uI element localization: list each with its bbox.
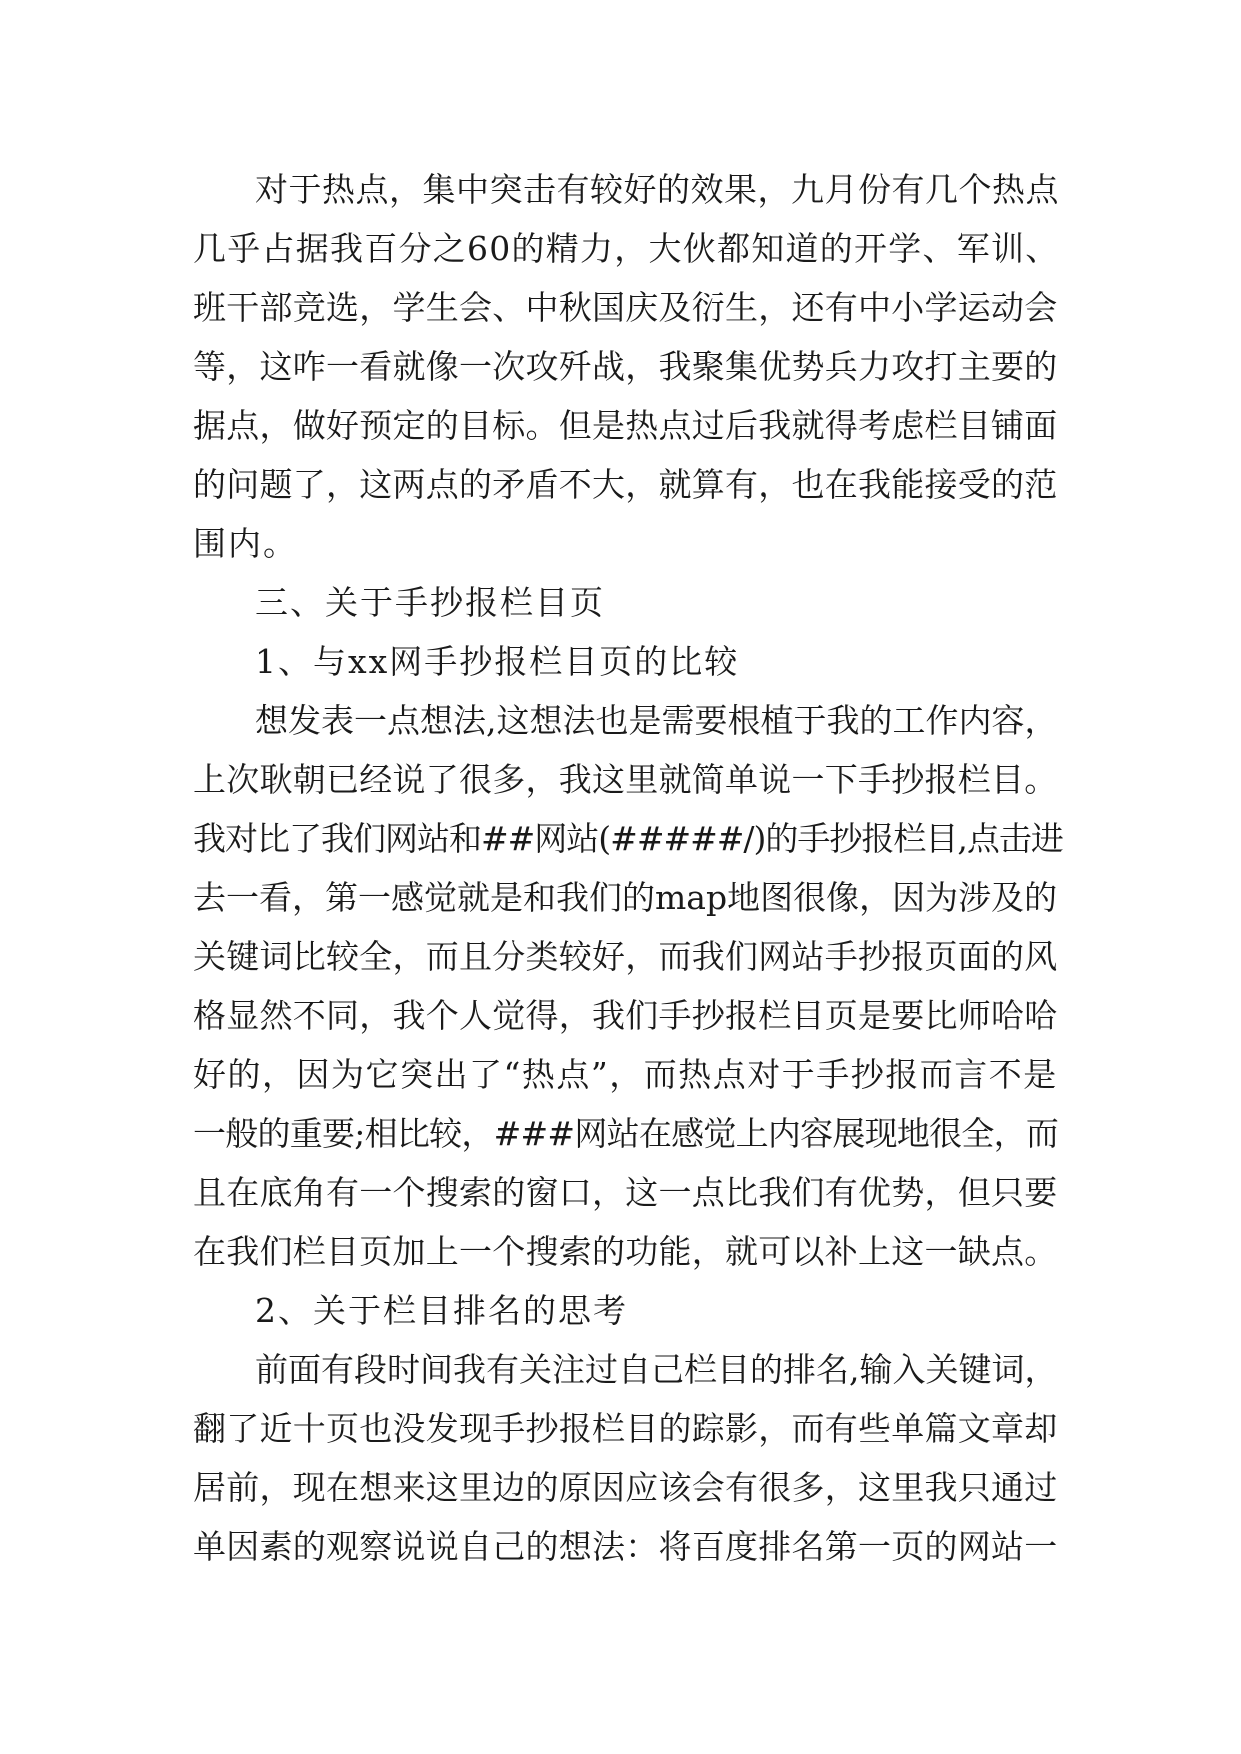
body-text: [193, 160, 1063, 1576]
text-line: 2、关于栏目排名的思考: [255, 1291, 628, 1330]
text-line: 居前，现在想来这里边的原因应该会有很多，这里我只通过: [193, 1468, 1058, 1507]
text-line: 单因素的观察说说自己的想法：将百度排名第一页的网站一: [193, 1527, 1058, 1566]
text-line: 班干部竞选，学生会、中秋国庆及衍生，还有中小学运动会: [193, 288, 1058, 327]
text-line: 好的，因为它突出了“热点”，而热点对于手抄报而言不是: [193, 1055, 1058, 1094]
text-line: 翻了近十页也没发现手抄报栏目的踪影，而有些单篇文章却: [193, 1409, 1058, 1448]
text-line: 的问题了，这两点的矛盾不大，就算有，也在我能接受的范: [193, 465, 1058, 504]
text-line: 一般的重要;相比较，###网站在感觉上内容展现地很全，而: [193, 1114, 1059, 1153]
text-line: 等，这咋一看就像一次攻歼战，我聚集优势兵力攻打主要的: [193, 347, 1058, 386]
text-line: 三、关于手抄报栏目页: [255, 583, 605, 622]
text-line: 据点，做好预定的目标。但是热点过后我就得考虑栏目铺面: [193, 406, 1058, 445]
text-line: 我对比了我们网站和##网站(#####/)的手抄报栏目,点击进: [193, 819, 1063, 858]
text-line: 格显然不同，我个人觉得，我们手抄报栏目页是要比师哈哈: [193, 996, 1058, 1035]
text-line: 1、与xx网手抄报栏目页的比较: [255, 642, 740, 681]
text-line: 想发表一点想法,这想法也是需要根植于我的工作内容，: [255, 701, 1058, 740]
text-line: 对于热点，集中突击有较好的效果，九月份有几个热点: [255, 170, 1059, 209]
text-line: 且在底角有一个搜索的窗口，这一点比我们有优势，但只要: [193, 1173, 1058, 1212]
text-line: 上次耿朝已经说了很多，我这里就简单说一下手抄报栏目。: [193, 760, 1058, 799]
text-line: 几乎占据我百分之60的精力，大伙都知道的开学、军训、: [193, 229, 1060, 268]
text-line: 前面有段时间我有关注过自己栏目的排名,输入关键词，: [255, 1350, 1058, 1389]
text-line: 关键词比较全，而且分类较好，而我们网站手抄报页面的风: [193, 937, 1058, 976]
text-line: 围内。: [193, 524, 298, 563]
text-line: 在我们栏目页加上一个搜索的功能，就可以补上这一缺点。: [193, 1232, 1058, 1271]
text-line: 去一看，第一感觉就是和我们的map地图很像，因为涉及的: [193, 878, 1058, 917]
